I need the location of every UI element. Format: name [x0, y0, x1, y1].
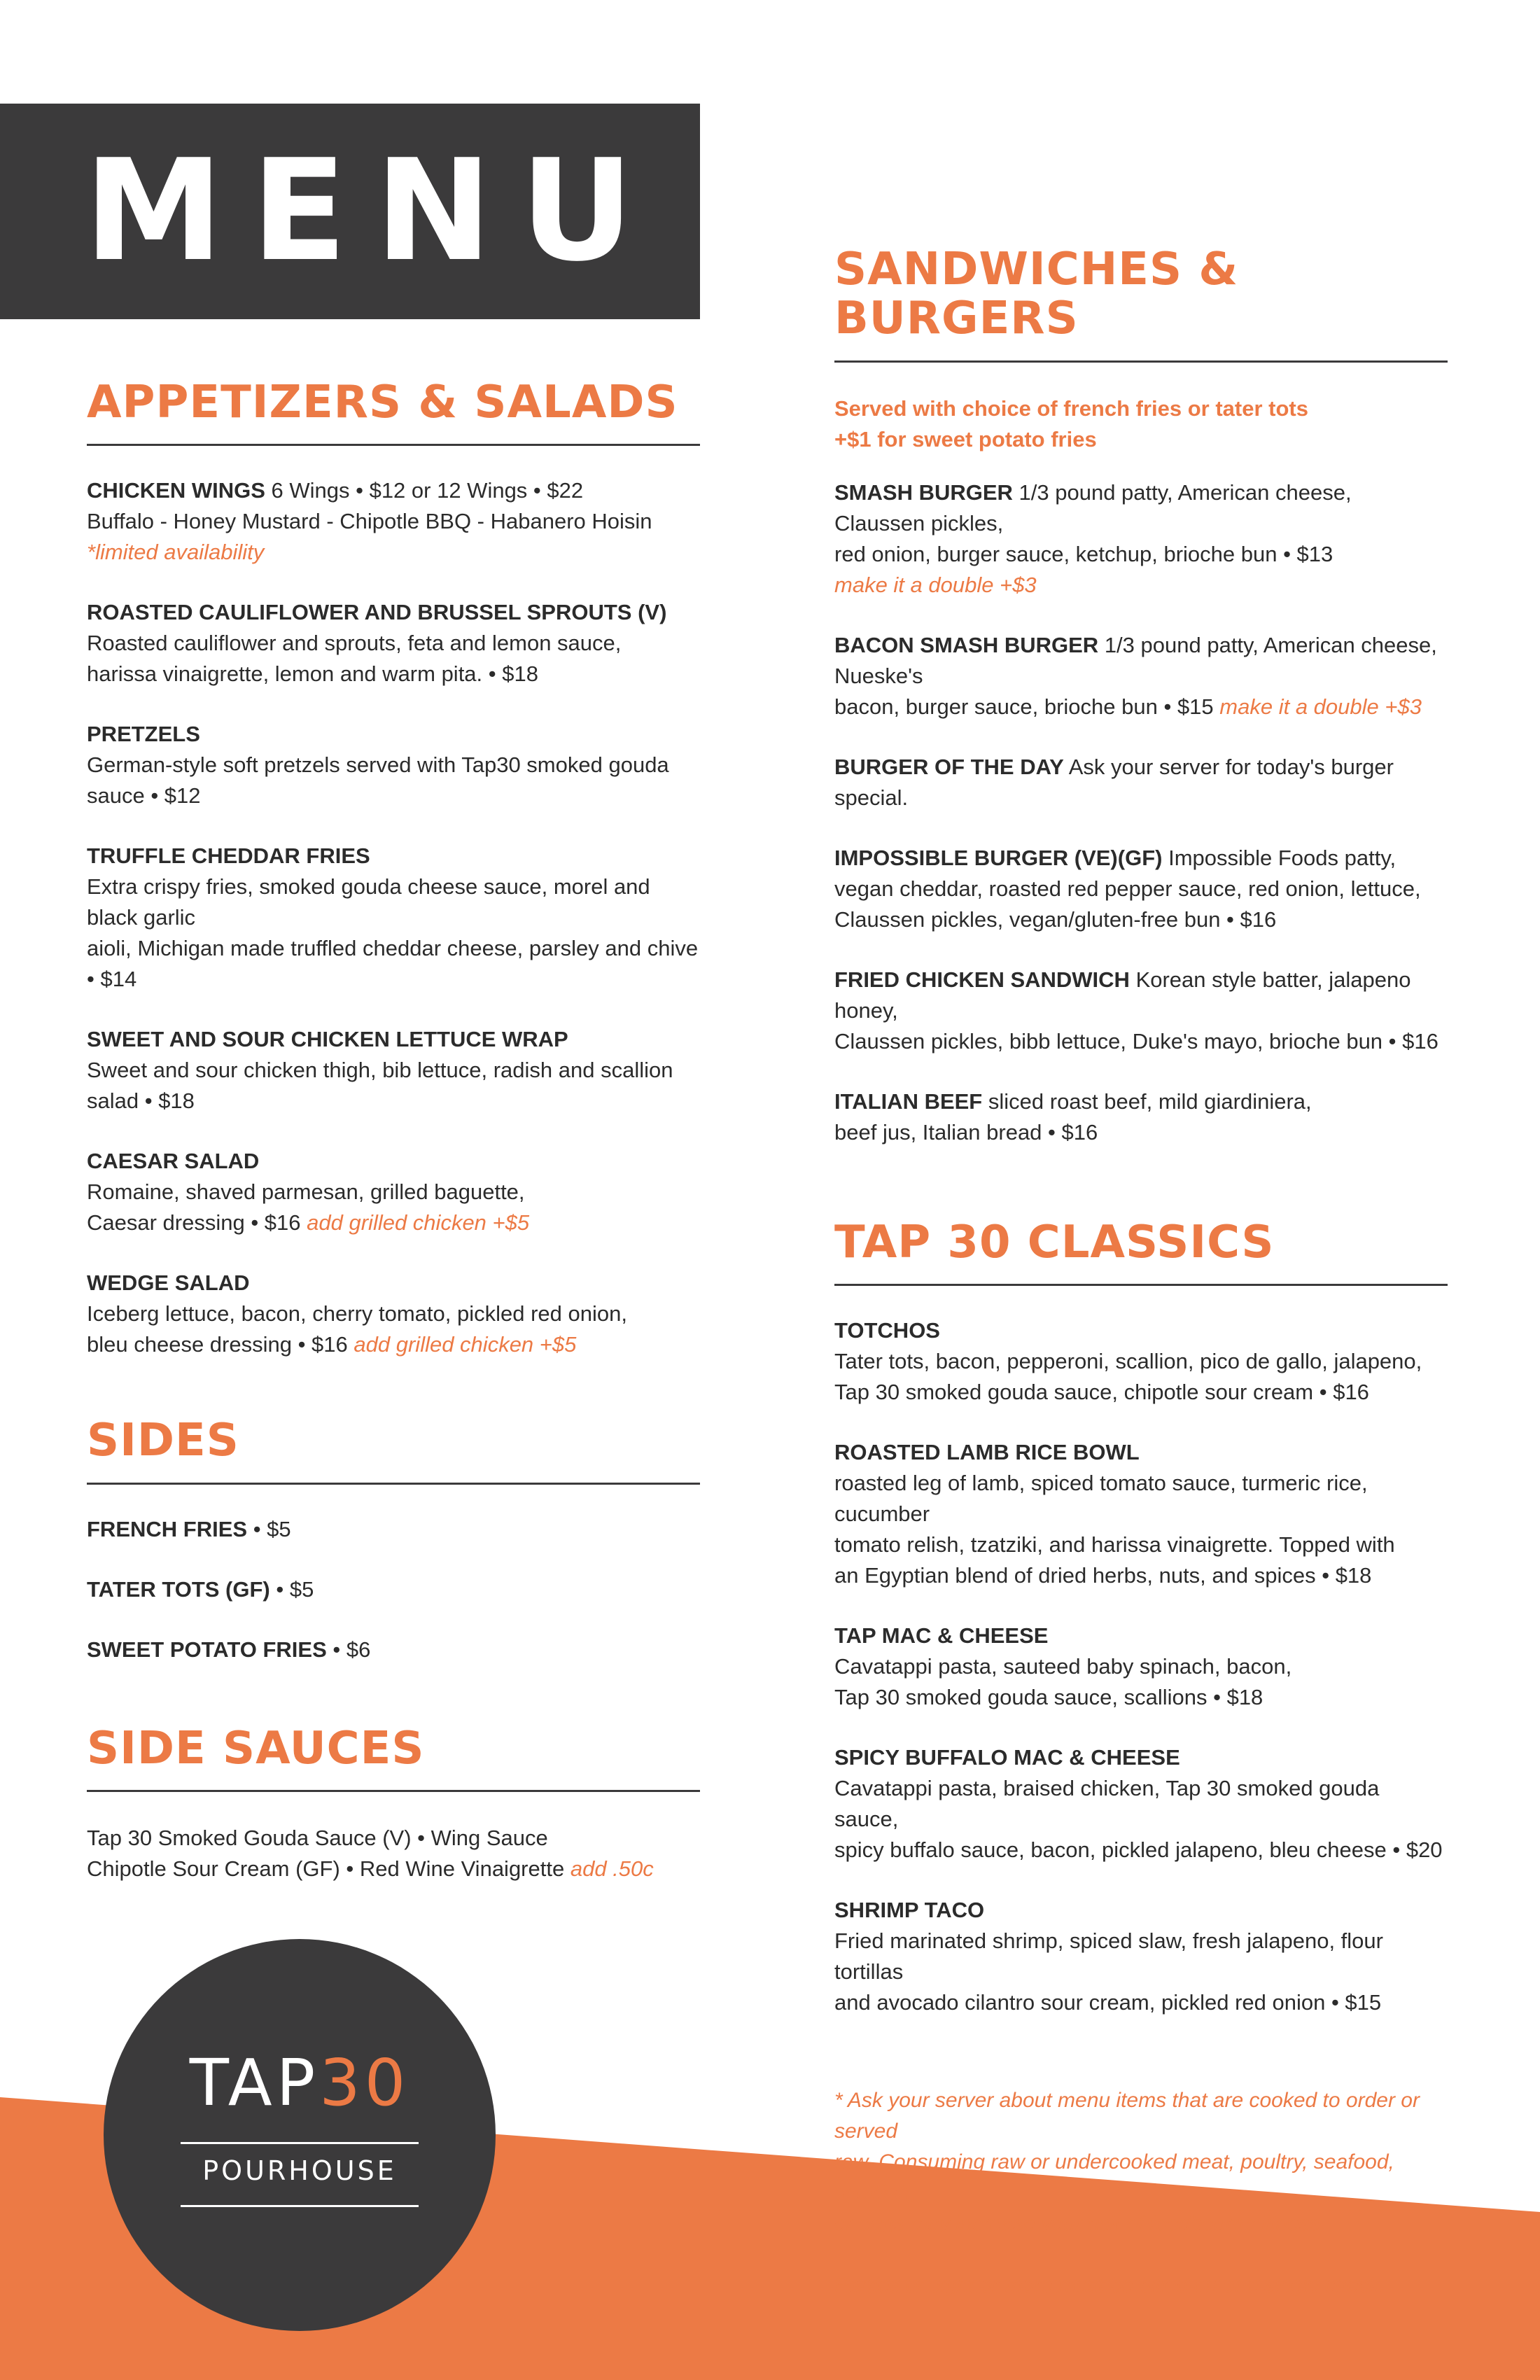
- sides-list: [87, 1514, 700, 1665]
- menu-item-name: ITALIAN BEEF: [834, 1088, 983, 1114]
- menu-item: [87, 475, 700, 568]
- menu-item-desc: [87, 1055, 700, 1116]
- menu-item: [834, 965, 1448, 1057]
- menu-item-desc-text: Claussen pickles, vegan/gluten-free bun • $16: [834, 906, 1277, 932]
- menu-item-desc-text: Buffalo - Honey Mustard - Chipotle BBQ - Habanero Hoisin: [87, 509, 652, 534]
- menu-item-line: [834, 1086, 1448, 1117]
- menu-item-desc-text: Cavatappi pasta, braised chicken, Tap 30 smoked gouda sauce,: [834, 1776, 1380, 1832]
- menu-item: [834, 1620, 1448, 1713]
- classics-heading: TAP 30 CLASSICS: [834, 1218, 1448, 1286]
- menu-item-note: *limited availability: [87, 540, 265, 565]
- menu-item-desc: Korean style batter, jalapeno honey,: [834, 967, 1411, 1023]
- menu-item-line: [87, 1024, 700, 1055]
- menu-item-desc-text: Fried marinated shrimp, spiced slaw, fresh jalapeno, flour tortillas: [834, 1928, 1383, 1984]
- sandwiches-list: [834, 477, 1448, 1148]
- appetizers-heading: APPETIZERS & SALADS: [87, 378, 700, 446]
- menu-item-desc: [834, 1377, 1448, 1408]
- menu-item-desc: [87, 1329, 700, 1360]
- appetizers-list: [87, 475, 700, 1360]
- side-item-name: FRENCH FRIES: [87, 1516, 248, 1541]
- menu-item-line: [834, 752, 1448, 813]
- menu-item-desc-text: bacon, burger sauce, brioche bun • $15: [834, 694, 1214, 719]
- menu-item: [87, 597, 700, 690]
- menu-item-name: TRUFFLE CHEDDAR FRIES: [87, 844, 370, 869]
- menu-item-desc: [87, 872, 700, 933]
- menu-item-line: [87, 475, 700, 506]
- menu-item-desc-text: an Egyptian blend of dried herbs, nuts, and spices • $18: [834, 1563, 1372, 1588]
- side-item-price: • $5: [270, 1576, 314, 1602]
- menu-item-name: CAESAR SALAD: [87, 1149, 260, 1174]
- menu-item-note: make it a double +$3: [834, 572, 1037, 597]
- menu-item-name: SHRIMP TACO: [834, 1898, 985, 1923]
- side-item-name: SWEET POTATO FRIES: [87, 1637, 327, 1662]
- menu-item-desc: 1/3 pound patty, American cheese, Nueske's: [834, 632, 1437, 688]
- menu-item-line: [834, 1742, 1448, 1773]
- menu-item-desc: Impossible Foods patty,: [1168, 845, 1396, 870]
- menu-item-desc-text: spicy buffalo sauce, bacon, pickled jalapeno, bleu cheese • $20: [834, 1837, 1443, 1863]
- menu-item-desc-text: aioli, Michigan made truffled cheddar cheese, parsley and chive • $14: [87, 936, 699, 992]
- menu-item: [87, 841, 700, 995]
- menu-item-desc: [834, 692, 1448, 722]
- sauces-list: [87, 1823, 700, 1884]
- menu-item-name: SWEET AND SOUR CHICKEN LETTUCE WRAP: [87, 1027, 568, 1052]
- menu-item-addon: make it a double +$3: [1219, 694, 1422, 719]
- menu-item-line: [834, 1315, 1448, 1346]
- menu-item-line: [87, 841, 700, 872]
- menu-item-desc: [834, 1773, 1448, 1835]
- menu-item-desc-text: Romaine, shaved parmesan, grilled baguette,: [87, 1180, 525, 1205]
- classics-list: [834, 1315, 1448, 2018]
- menu-item-name: SPICY BUFFALO MAC & CHEESE: [834, 1745, 1180, 1770]
- menu-item-desc: [87, 659, 700, 690]
- menu-item-desc: [87, 750, 700, 811]
- sandwiches-heading: SANDWICHES & BURGERS: [834, 245, 1448, 363]
- menu-item-line: [834, 1437, 1448, 1468]
- menu-item-desc-text: German-style soft pretzels served with Tap30 smoked gouda sauce • $12: [87, 752, 669, 808]
- menu-item-desc: [834, 1560, 1448, 1591]
- menu-item-desc-text: Cavatappi pasta, sauteed baby spinach, bacon,: [834, 1654, 1292, 1679]
- menu-item: [834, 477, 1448, 601]
- menu-item-desc-text: Tap 30 smoked gouda sauce, scallions • $18: [834, 1685, 1264, 1710]
- menu-item-addon: add grilled chicken +$5: [307, 1210, 530, 1236]
- side-item: [87, 1514, 700, 1545]
- menu-item-desc: [834, 1682, 1448, 1713]
- menu-item-name: ROASTED LAMB RICE BOWL: [834, 1440, 1140, 1465]
- menu-item-name: TOTCHOS: [834, 1318, 940, 1343]
- menu-item-desc-text: bleu cheese dressing • $16: [87, 1332, 348, 1357]
- menu-item-name: TAP MAC & CHEESE: [834, 1623, 1049, 1648]
- menu-item: [834, 752, 1448, 813]
- menu-item: [834, 1437, 1448, 1591]
- menu-item-name: IMPOSSIBLE BURGER (VE)(GF): [834, 845, 1163, 870]
- menu-item-desc: [834, 1468, 1448, 1530]
- menu-item-desc-text: Caesar dressing • $16: [87, 1210, 301, 1236]
- menu-item-name: FRIED CHICKEN SANDWICH: [834, 967, 1130, 992]
- menu-item-desc-text: red onion, burger sauce, ketchup, brioche bun • $13: [834, 541, 1334, 566]
- menu-item-desc-text: Roasted cauliflower and sprouts, feta and lemon sauce,: [87, 631, 622, 656]
- menu-item: [87, 1268, 700, 1360]
- menu-item-desc: [87, 628, 700, 659]
- menu-item: [87, 719, 700, 811]
- menu-item-desc-text: Tater tots, bacon, pepperoni, scallion, pico de gallo, jalapeno,: [834, 1349, 1422, 1374]
- menu-item: [834, 1742, 1448, 1865]
- allergy-footnote: * Ask your server about menu items that are cooked to order or served raw. Consuming raw or undercooked meat, poultry, seafood, shellfish, or eggs may increase your risk of foodbourne illness. Parties of eight or more must be billed on one single check.: [834, 2089, 1420, 2297]
- menu-item-line: [834, 1895, 1448, 1926]
- sandwiches-note: Served with choice of french fries or tater tots +$1 for sweet potato fries: [834, 396, 1308, 451]
- menu-item-desc: Ask your server for today's burger special.: [834, 754, 1394, 810]
- menu-item-name: WEDGE SALAD: [87, 1270, 250, 1296]
- tap30-logo: [104, 1939, 496, 2331]
- menu-item-line: [87, 597, 700, 628]
- menu-item: [834, 1086, 1448, 1148]
- side-item: [87, 1634, 700, 1665]
- menu-item-desc: [834, 539, 1448, 570]
- side-item: [87, 1574, 700, 1605]
- sides-heading: SIDES: [87, 1416, 700, 1484]
- side-item-price: • $6: [326, 1637, 371, 1662]
- right-column: [834, 245, 1448, 2301]
- sauces-heading: SIDE SAUCES: [87, 1724, 700, 1792]
- menu-item: [87, 1024, 700, 1116]
- menu-item-line: [87, 719, 700, 750]
- logo-subtitle: POURHOUSE: [202, 2155, 397, 2186]
- menu-item-desc-text: Claussen pickles, bibb lettuce, Duke's mayo, brioche bun • $16: [834, 1028, 1438, 1054]
- menu-item: [834, 630, 1448, 722]
- sauces-line: Tap 30 Smoked Gouda Sauce (V) • Wing Sauce: [87, 1826, 548, 1851]
- left-column: [87, 378, 700, 1884]
- menu-item-line: [834, 477, 1448, 539]
- menu-item-line: [834, 843, 1448, 874]
- side-item-price: • $5: [247, 1516, 291, 1541]
- menu-item-desc: [87, 933, 700, 995]
- menu-item-line: [87, 1146, 700, 1177]
- menu-item-desc-text: 6 Wings • $12 or 12 Wings • $22: [271, 478, 584, 503]
- menu-item: [87, 1146, 700, 1238]
- menu-item-line: [834, 1620, 1448, 1651]
- menu-item-desc-text: beef jus, Italian bread • $16: [834, 1119, 1098, 1144]
- sauce-addon: add .50c: [570, 1856, 654, 1882]
- menu-item-desc: [834, 874, 1448, 904]
- sauces-line: Chipotle Sour Cream (GF) • Red Wine Vinaigrette add .50c: [87, 1856, 654, 1882]
- menu-item: [834, 843, 1448, 935]
- menu-item-desc: [834, 904, 1448, 935]
- menu-item-desc-text: Extra crispy fries, smoked gouda cheese sauce, morel and black garlic: [87, 874, 650, 930]
- menu-item-desc: [834, 1346, 1448, 1377]
- menu-item-desc: [834, 1026, 1448, 1057]
- menu-item-desc: [834, 1926, 1448, 1987]
- menu-item-desc-text: harissa vinaigrette, lemon and warm pita. • $18: [87, 662, 538, 687]
- menu-item-desc: 1/3 pound patty, American cheese, Claussen pickles,: [834, 479, 1352, 536]
- menu-item-line: [87, 1268, 700, 1298]
- menu-item-name: PRETZELS: [87, 722, 200, 747]
- menu-item-desc-text: Tap 30 smoked gouda sauce, chipotle sour cream • $16: [834, 1380, 1369, 1405]
- menu-item-desc: [834, 1835, 1448, 1865]
- page-title: MENU: [84, 130, 662, 293]
- menu-title-banner: [0, 104, 700, 319]
- menu-item-name: ROASTED CAULIFLOWER AND BRUSSEL SPROUTS (V): [87, 600, 667, 625]
- menu-item-desc-text: Iceberg lettuce, bacon, cherry tomato, pickled red onion,: [87, 1301, 627, 1326]
- menu-item-desc-text: and avocado cilantro sour cream, pickled red onion • $15: [834, 1990, 1382, 2015]
- menu-item-addon: add grilled chicken +$5: [354, 1332, 577, 1357]
- menu-item-desc: [834, 1651, 1448, 1682]
- menu-item-name: BURGER OF THE DAY: [834, 754, 1064, 779]
- menu-item: [834, 1315, 1448, 1408]
- menu-item-name: SMASH BURGER: [834, 479, 1013, 505]
- menu-item-desc: [834, 1117, 1448, 1148]
- menu-item-desc: [87, 506, 700, 537]
- menu-item-desc: sliced roast beef, mild giardiniera,: [988, 1088, 1312, 1114]
- logo-rule: [181, 2205, 419, 2207]
- menu-item: [834, 1895, 1448, 2018]
- side-item-name: TATER TOTS (GF): [87, 1576, 270, 1602]
- menu-item-desc: [87, 1177, 700, 1208]
- logo-wordmark: TAP30: [189, 2045, 410, 2120]
- logo-rule: [181, 2142, 419, 2144]
- menu-item-desc: [87, 1298, 700, 1329]
- menu-item-desc: [87, 1208, 700, 1238]
- menu-item-line: [834, 630, 1448, 692]
- menu-item-name: BACON SMASH BURGER: [834, 632, 1099, 657]
- menu-item-desc-text: Sweet and sour chicken thigh, bib lettuce, radish and scallion salad • $18: [87, 1058, 673, 1114]
- menu-item-desc-text: roasted leg of lamb, spiced tomato sauce, turmeric rice, cucumber: [834, 1471, 1368, 1527]
- menu-item-desc-text: tomato relish, tzatziki, and harissa vinaigrette. Topped with: [834, 1532, 1395, 1558]
- menu-item-name: CHICKEN WINGS: [87, 478, 265, 503]
- menu-item-desc: [834, 1530, 1448, 1560]
- menu-item-desc: [834, 1987, 1448, 2018]
- menu-item-line: [834, 965, 1448, 1026]
- menu-item-desc-text: vegan cheddar, roasted red pepper sauce, red onion, lettuce,: [834, 876, 1421, 901]
